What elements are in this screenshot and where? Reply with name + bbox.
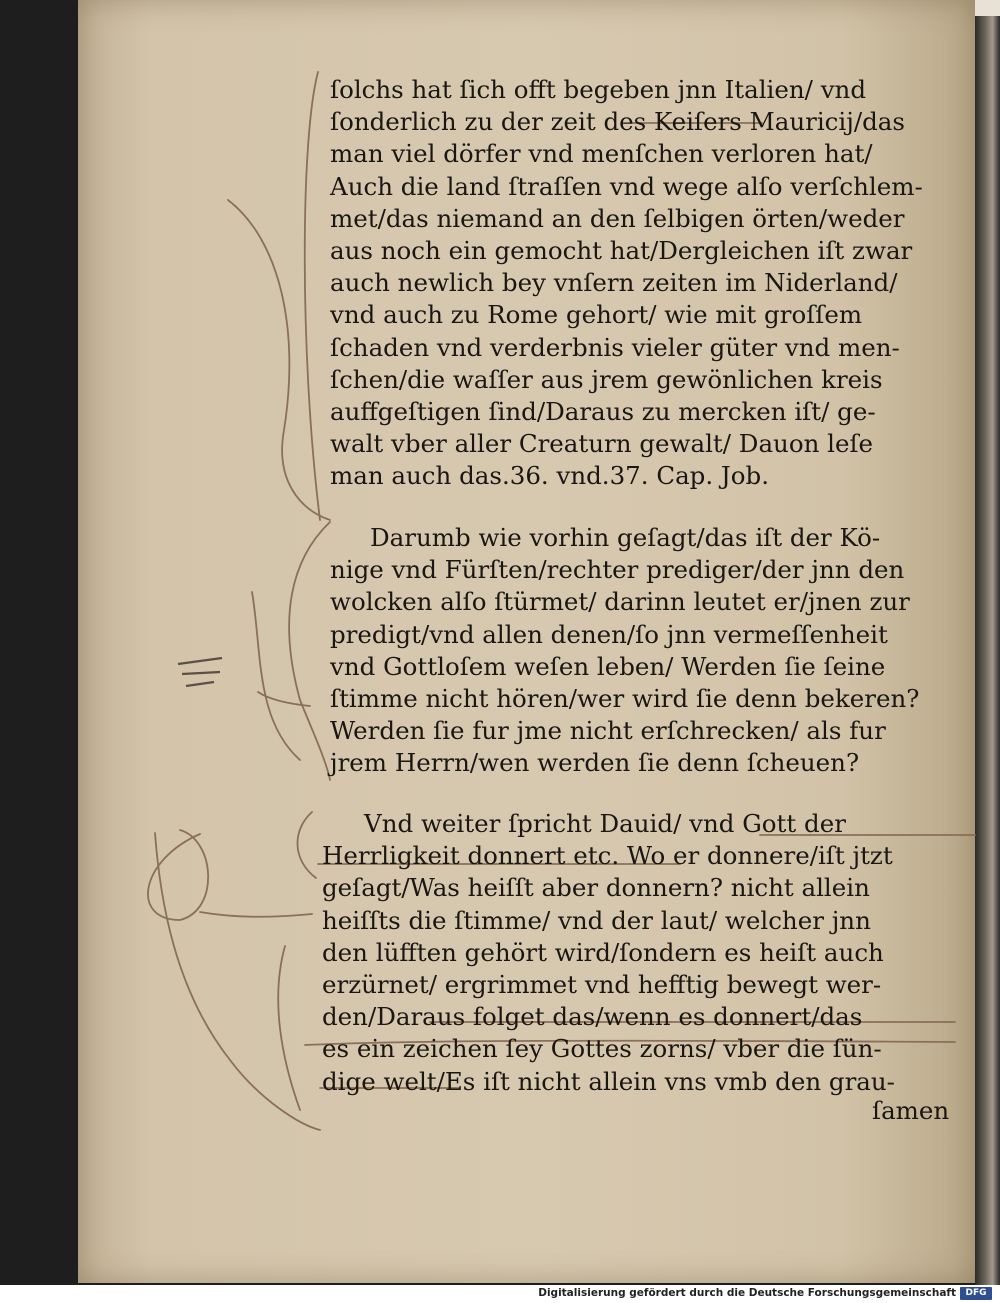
text-line: Auch die land ſtraſſen vnd wege alſo verſchlem- xyxy=(330,171,923,201)
text-line: man viel dörfer vnd menſchen verloren hat/ xyxy=(330,139,873,169)
text-line: ſolchs hat ſich offt begeben jnn Italien/ vnd xyxy=(330,75,866,104)
footer-bar xyxy=(0,1285,1000,1303)
text-line: Vnd weiter ſpricht Dauid/ vnd Gott der xyxy=(364,809,846,838)
text-line: auffgeſtigen ſind/Daraus zu mercken iſt/ ge- xyxy=(330,397,876,427)
text-line: es ein zeichen ſey Gottes zorns/ vber die ſün- xyxy=(322,1034,882,1064)
text-line: jrem Herrn/wen werden ſie denn ſcheuen? xyxy=(330,748,860,778)
text-line: ſchaden vnd verderbnis vieler güter vnd men- xyxy=(330,332,900,362)
text-line: Darumb wie vorhin geſagt/das iſt der Kö- xyxy=(370,523,881,552)
text-line: walt vber aller Creaturn gewalt/ Dauon leſe xyxy=(330,429,874,459)
text-line: wolcken alſo ſtürmet/ darinn leutet er/jnen zur xyxy=(330,587,910,617)
text-line: man auch das.36. vnd.37. Cap. Job. xyxy=(330,461,769,491)
text-line: geſagt/Was heiſſt aber donnern? nicht allein xyxy=(322,873,870,903)
text-line: erzürnet/ ergrimmet vnd hefftig bewegt wer- xyxy=(322,970,882,1000)
dfg-logo-icon: DFG xyxy=(960,1287,992,1300)
text-line: met/das niemand an den ſelbigen örten/weder xyxy=(330,203,905,233)
funding-credit: Digitalisierung gefördert durch die Deutsche Forschungsgemeinschaft xyxy=(538,1287,956,1299)
text-line: ſchen/die waſſer aus jrem gewönlichen kreis xyxy=(330,364,883,394)
text-line: dige welt/Es iſt nicht allein vns vmb den grau- xyxy=(322,1066,895,1096)
text-line: Werden ſie fur jme nicht erſchrecken/ als fur xyxy=(330,716,886,746)
text-line: predigt/vnd allen denen/ſo jnn vermeſſenheit xyxy=(330,619,888,649)
page-edge xyxy=(975,0,1000,1285)
text-line: vnd Gottloſem weſen leben/ Werden ſie ſeine xyxy=(330,651,886,681)
text-line: vnd auch zu Rome gehort/ wie mit groſſem xyxy=(330,300,863,330)
text-line: ſtimme nicht hören/wer wird ſie denn bekeren? xyxy=(330,684,920,714)
text-line: den/Daraus folget das/wenn es donnert/das xyxy=(322,1002,863,1032)
text-line: ſonderlich zu der zeit des Keiſers Mauricij/das xyxy=(330,107,905,137)
paragraph-3 xyxy=(322,808,962,1098)
text-line: heiſſts die ſtimme/ vnd der laut/ welcher jnn xyxy=(322,905,871,935)
text-line: auch newlich bey vnſern zeiten im Niderland/ xyxy=(330,268,898,298)
text-line: aus noch ein gemocht hat/Dergleichen iſt zwar xyxy=(330,236,913,266)
paragraph-2 xyxy=(330,522,970,780)
catchword: ſamen xyxy=(872,1096,950,1125)
text-line: Herrligkeit donnert etc. Wo er donnere/iſt jtzt xyxy=(322,841,893,871)
paragraph-1 xyxy=(330,74,970,493)
text-line: nige vnd Fürſten/rechter prediger/der jnn den xyxy=(330,555,905,585)
text-line: den lüfften gehört wird/ſondern es heiſt auch xyxy=(322,937,884,967)
